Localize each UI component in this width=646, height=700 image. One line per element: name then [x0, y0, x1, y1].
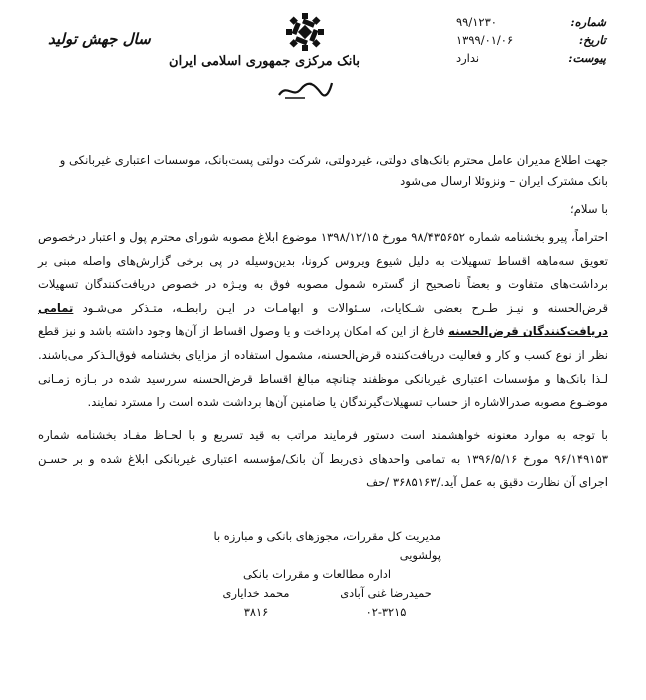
attachment-label: پیوست: [568, 50, 606, 65]
bismillah-calligraphy [275, 79, 335, 101]
signature-block [191, 527, 441, 622]
slogan-stamp: سال جهش تولید [48, 30, 151, 48]
signatory-2 [201, 584, 311, 622]
date-value: ۱۳۹۹/۰۱/۰۶ [456, 32, 514, 47]
signatory-2-ext: ۳۸۱۶ [243, 605, 269, 619]
paragraph-main [38, 226, 608, 415]
number-value: ۹۹/۱۲۳۰ [456, 15, 497, 29]
date-label: تاریخ: [578, 32, 606, 47]
paragraph-main-part1: احتراماً، پیرو بخشنامه شماره ۹۸/۴۳۵۶۵۲ مورخ ۱۳۹۸/۱۲/۱۵ موضوع ابلاغ مصوبه شورای محترم پول و اعتبار درخصوص تعویق سه‌ماهه اقساط تسهیلات به دلیل شیوع ویروس کرونا، بدین‌وسیله در پی برخی گزارش‌های واصله مبنی بر برداشت‌های متفاوت و بعضاً ناصحیح از گستره شمول مصوبه فوق به ویـژه در خصوص دریافت‌کنندگان تسهیلات قرض‌الحسنه و نیـز طـرح بعضی شـکایات، سـئوالات و ابهامـات در ایـن رابطـه، متـذکر می‌شـود [38, 230, 608, 315]
date-row [456, 32, 606, 50]
attachment-row [456, 50, 606, 68]
number-label: شماره: [570, 15, 606, 29]
signatories [201, 584, 441, 622]
signatory-1-ext: ۰۲-۳۲۱۵ [365, 605, 407, 619]
bank-logo-block [169, 12, 360, 105]
recipients-line: جهت اطلاع مدیران عامل محترم بانک‌های دولتی، غیردولتی، شرکت دولتی پست‌بانک، موسسات اعتباری غیربانکی و بانک مشترک ایران – ونزوئلا ارسال می‌شود [59, 153, 608, 188]
office-name: اداره مطالعات و مقررات بانکی [242, 567, 391, 581]
number-row [456, 14, 606, 32]
attachment-value: ندارد [456, 50, 480, 65]
department-name: مدیریت کل مقررات، مجوزهای بانکی و مبارزه با پولشویی [213, 529, 441, 562]
signatory-1-name: حمیدرضا غنی آبادی [340, 586, 432, 600]
paragraph-closing: با توجه به موارد معنونه خواهشمند است دستور فرمایند مراتب به قید تسریع و با لحـاظ مفـاد بخشنامه شماره ۹۶/۱۴۹۱۵۳ مورخ ۱۳۹۶/۵/۱۶ به تمامی واحدهای ذی‌ربط آن بانک/مؤسسه اعتباری غیربانکی ابلاغ شده و بر حسـن اجرای آن نظارت دقیق به عمل آید./۳۶۸۵۱۶۳ /حف [38, 428, 608, 490]
signatory-1 [331, 584, 441, 622]
bank-name: بانک مرکزی جمهوری اسلامی ایران [169, 54, 360, 69]
letter-meta [456, 14, 606, 67]
salutation: با سلام؛ [570, 202, 608, 216]
paragraph-main-emphasis: تمامی دریافت‌کنندگان قرض‌الحسنه [38, 300, 608, 339]
paragraph-main-part2: فارغ از این که امکان پرداخت و یا وصول اقساط از آن‌ها وجود داشته باشد و نیز قطع نظر از نوع کسب و کار و فعالیت دریافت‌کننده قرض‌الحسنه، مشمول استفاده از مزایای بخشنامه فوق‌الـذکر می‌باشند. لـذا بانک‌ها و مؤسسات اعتباری غیربانکی موظفند چنانچه مبالغ اقساط قرض‌الحسنه سررسید شده در بـازه زمـانی موضـوع مصوبه صدرالاشاره از حساب تسهیلات‌گیرندگان یا ضامنین آن‌ها برداشت شده است را مسترد نمایند. [38, 324, 608, 410]
signatory-2-name: محمد خدایاری [222, 586, 290, 600]
central-bank-logo-icon [285, 12, 325, 52]
